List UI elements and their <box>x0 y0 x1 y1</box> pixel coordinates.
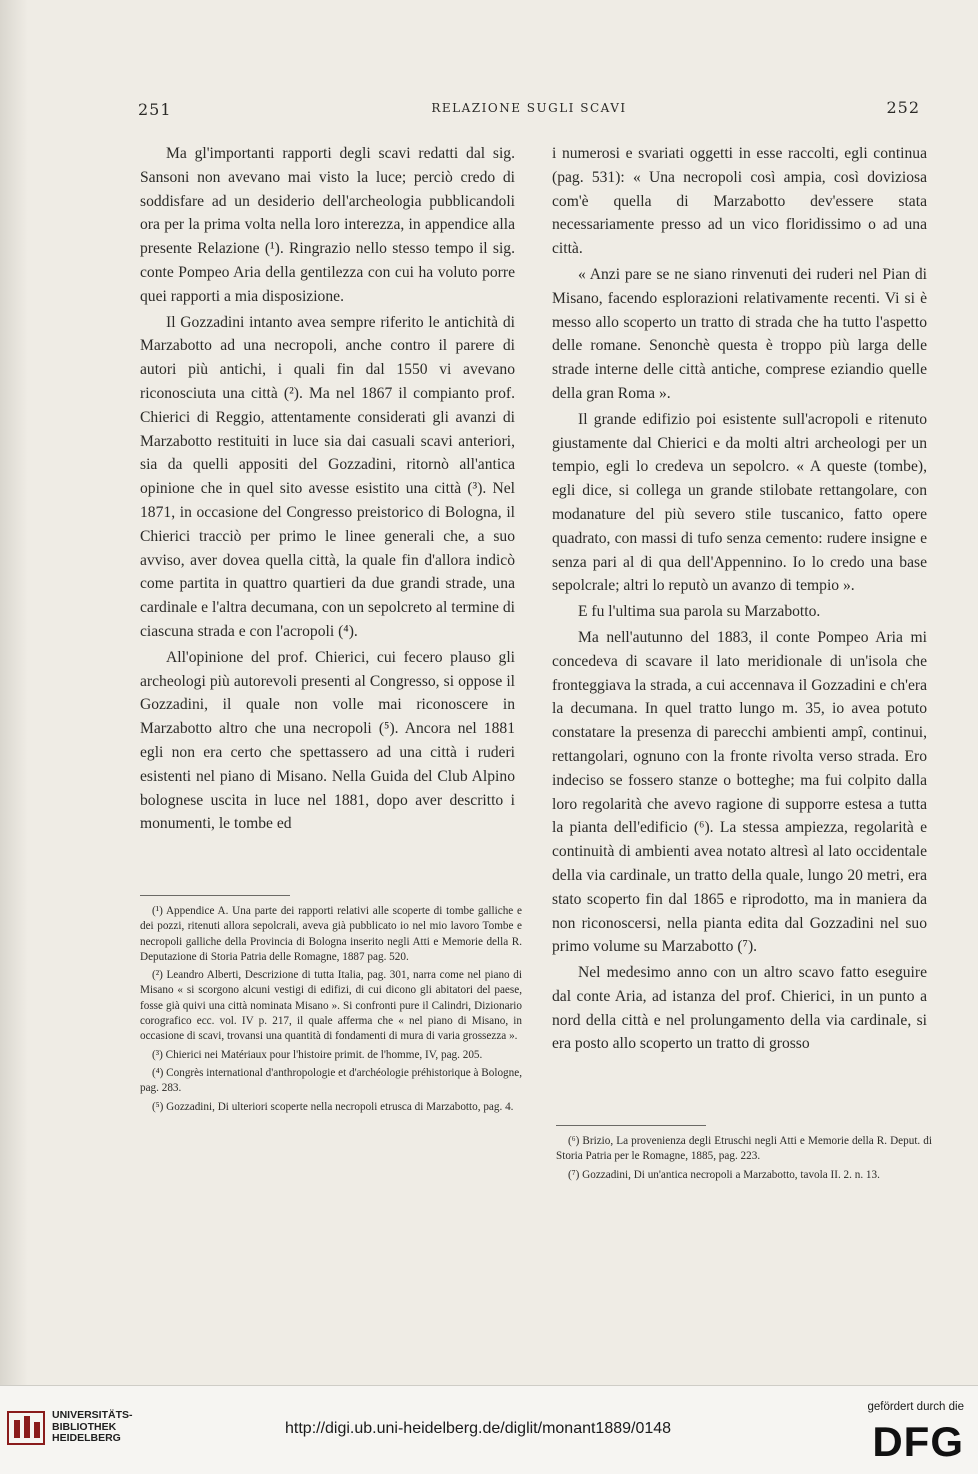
library-line-1: UNIVERSITÄTS- <box>52 1409 133 1421</box>
footnote-4: (⁴) Congrès international d'anthropologie et d'archéologie préhistorique à Bologne, pag. 283. <box>140 1066 522 1095</box>
right-column <box>552 142 927 1056</box>
right-paragraph-6: Nel medesimo anno con un altro scavo fatto eseguire dal conte Aria, ad istanza del prof. Chierici, in un punto a nord della città e nel prolungamento della via cardinale, si era posto allo scoperto un tratto di grosso <box>552 964 927 1053</box>
running-title: RELAZIONE SUGLI SCAVI <box>431 101 627 115</box>
right-paragraph-5: Ma nell'autunno del 1883, il conte Pompeo Aria mi concedeva di scavare il lato meridionale di un'isola che fronteggiava la strada, a cui accennava il Gozzadini e ch'era la decumana. In quel tratto lungo m. 35, io avea potuto constatare la presenza di parecchi ambienti ampî, continui, rettangolari, ognuno con la fronte rivolta verso strada. Ero indeciso se fossero stanze o botteghe; ma fui colpito dalla loro regolarità che avevo ragione di supporre estesa a tutta la pianta dell'edificio (⁶). La stessa ampiezza, regolarità e continuità di ambienti avea notato altresì al lato occidentale della via cardinale, un tratto della quale, lungo 20 metri, era stato scoperto fin dal 1865 e riprodotto, ma in maniera da non riconoscersi, nella pianta edita dal Gozzadini nel suo primo volume su Marzabotto (⁷). <box>552 628 927 956</box>
running-header <box>138 98 920 124</box>
footnote-2: (²) Leandro Alberti, Descrizione di tutta Italia, pag. 301, narra come nel piano di Misano « si scorgono alcuni vestigi di edifizi, di cui dicono gli abitatori del paese, fosse già quivi una città nominata Misano ». Si confronti pure il Calindri, Dizionario corografico ecc. vol. IV p. 217, il quale afferma che « nel piano di Misano, in occasione di scavi, trovansi una quantità di fondamenti di mura di varia grossezza ». <box>140 969 522 1043</box>
digitization-footer <box>0 1385 978 1474</box>
left-paragraph-2: Il Gozzadini intanto avea sempre riferito le antichità di Marzabotto ad una necropoli, anche contro il parere di autori più antichi, i quali fin dal 1550 vi avevano riconosciuta una città (²). Ma nel 1867 il compianto prof. Chierici di Reggio, attentamente considerati gli avanzi di Marzabotto restituiti in luce sia dai casuali scavi anteriori, sia da quelli appositi del Gozzadini, ritornò all'antica opinione che in quel sito avesse esistito una città (³). Nel 1871, in occasione del Congresso preistorico di Bologna, il Chierici tracciò per primo le linee generali che, a suo avviso, aver dovea quella città, la quale fin d'allora indicò come partita in quattro quartieri da due grandi strade, una cardinale e l'altra decumana, con un sepolcreto al termine di ciascuna strada e con l'acropoli (⁴). <box>140 313 515 640</box>
right-paragraph-2: « Anzi pare se ne siano rinvenuti dei ruderi nel Pian di Misano, facendo esplorazioni relativamente recenti. Vi si è messo allo scoperto un tratto di strada che ha tutto l'aspetto delle romane. Senonchè questa è troppo più larga delle strade interne delle città antiche, comprese eziandio quelle della gran Roma ». <box>552 265 927 402</box>
library-name <box>52 1410 133 1445</box>
right-paragraph-3: Il grande edifizio poi esistente sull'acropoli e ritenuto giustamente dal Chierici e da molti altri archeologi per un tempio, egli lo credeva un sepolcro. « A queste (tombe), egli dice, si collega un grande stilobate rettangolare, con modanature del più severo stile tuscanico, fatto opere quadrato, con massi di tufo senza cemento: rudere insigne e senza pari al di qua dell'Appennino. Io lo credo una base sepolcrale; altri lo reputò un avanzo di tempio ». <box>552 410 927 595</box>
footnote-6: (⁶) Brizio, La provenienza degli Etruschi negli Atti e Memorie della R. Deput. di Storia Patria per le Romagne, 1885, pag. 223. <box>556 1135 932 1163</box>
page-number-left: 251 <box>138 100 172 119</box>
page-number-right: 252 <box>886 98 920 117</box>
footnotes-right <box>556 1125 932 1186</box>
footnote-rule <box>556 1125 706 1126</box>
footnotes-left <box>140 895 522 1118</box>
footnote-5: (⁵) Gozzadini, Di ulteriori scoperte nella necropoli etrusca di Marzabotto, pag. 4. <box>152 1100 514 1113</box>
spine-shadow <box>0 0 28 1385</box>
university-library-logo-icon <box>6 1408 46 1448</box>
footnote-rule <box>140 895 290 896</box>
left-paragraph-1: Ma gl'importanti rapporti degli scavi redatti dal sig. Sansoni non avevano mai visto la luce; perciò credo di soddisfare ad un desiderio dell'archeologia pubblicandoli ora per la prima volta nella loro interezza, in appendice alla presente Relazione (¹). Ringrazio nello stesso tempo il sig. conte Pompeo Aria della gentilezza con cui ha voluto porre quei rapporti a mia disposizione. <box>140 145 515 305</box>
library-line-3: HEIDELBERG <box>52 1432 121 1444</box>
dfg-logo: DFG <box>872 1418 964 1465</box>
footnote-3: (³) Chierici nei Matériaux pour l'histoire primit. de l'homme, IV, pag. 205. <box>152 1048 483 1061</box>
footnote-1: (¹) Appendice A. Una parte dei rapporti relativi alle scoperte di tombe galliche e dei pozzi, ritenuti allora sepolcrali, aveva già pubblicato io nel mio lavoro Tombe e necropoli galliche della Provincia di Bologna inserito negli Atti e Memorie della R. Deputazione di Storia Patria delle Romagne, 1887 pag. 520. <box>140 905 522 963</box>
library-line-2: BIBLIOTHEK <box>52 1420 117 1433</box>
right-paragraph-1: i numerosi e svariati oggetti in esse raccolti, egli continua (pag. 531): « Una necropoli così ampia, così doviziosa com'è quella di Marzabotto dev'essere stata necessariamente presso ad un vico floridissimo o ad una città. <box>552 145 927 258</box>
right-paragraph-4: E fu l'ultima sua parola su Marzabotto. <box>578 603 821 621</box>
funded-by-label: gefördert durch die <box>867 1401 964 1413</box>
source-url-link[interactable]: http://digi.ub.uni-heidelberg.de/diglit/monant1889/0148 <box>285 1420 672 1437</box>
left-column <box>140 142 515 836</box>
footnote-7: (⁷) Gozzadini, Di un'antica necropoli a Marzabotto, tavola II. 2. n. 13. <box>568 1168 880 1181</box>
left-paragraph-3: All'opinione del prof. Chierici, cui fecero plauso gli archeologi più autorevoli presenti al Congresso, si oppose il Gozzadini, il quale non volle mai riconoscere in Marzabotto altro che una necropoli (⁵). Ancora nel 1881 egli non era certo che spettassero ad una città i ruderi esistenti nel piano di Misano. Nella Guida del Club Alpino bolognese uscita in luce nel 1881, dopo aver descritto i monumenti, le tombe ed <box>140 648 515 833</box>
